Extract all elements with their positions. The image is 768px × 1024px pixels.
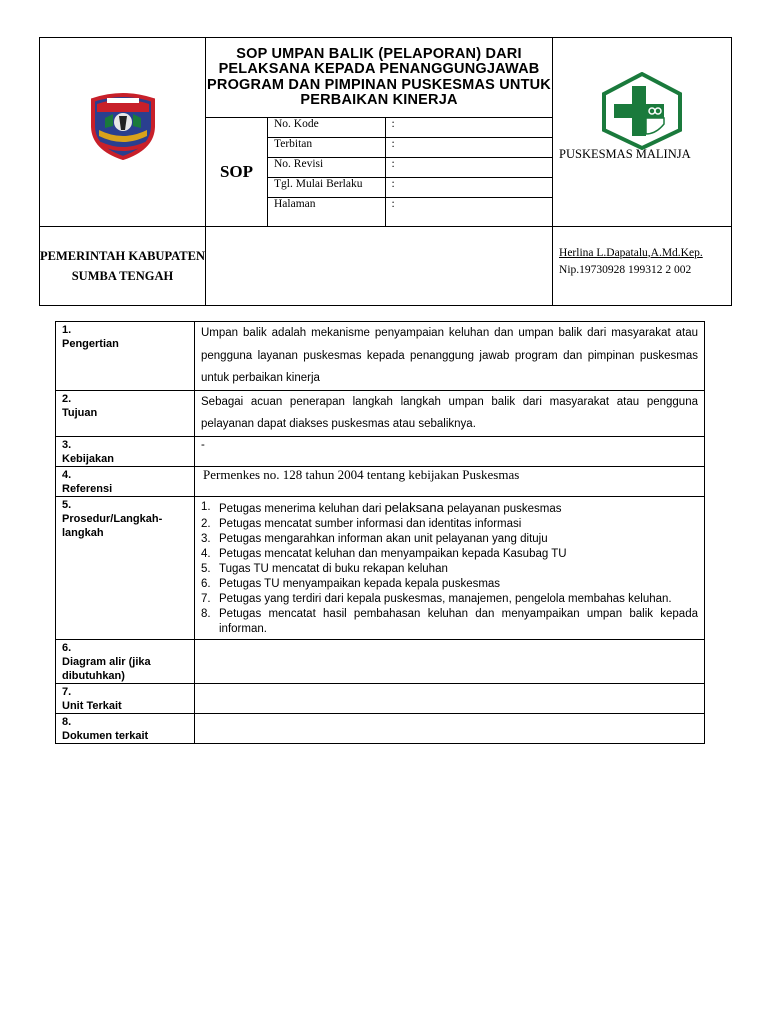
step-text: Tugas TU mencatat di buku rekapan keluhan — [219, 562, 448, 575]
step-number: 2. — [201, 517, 211, 530]
section-number: 2. — [62, 392, 72, 405]
step-item — [201, 517, 698, 532]
section-label — [56, 683, 195, 713]
meta-row — [268, 118, 553, 138]
sop-content-table — [55, 321, 705, 744]
section-label — [56, 322, 195, 391]
section-text: Sebagai acuan penerapan langkah langkah umpan balik dari masyarakat atau pengguna pelayanan dapat diakses puskesmas atau sebaliknya. — [195, 390, 705, 436]
meta-row — [268, 158, 553, 178]
step-number: 8. — [201, 607, 211, 620]
section-label — [56, 713, 195, 743]
section-title: Dokumen terkait — [62, 729, 149, 742]
section-title: Prosedur/Langkah-langkah — [62, 512, 163, 539]
step-text: Petugas TU menyampaikan kepada kepala puskesmas — [219, 577, 501, 590]
signatory-name: Herlina L.Dapatalu,A.Md.Kep. — [559, 246, 703, 259]
step-item — [201, 562, 698, 577]
section-text — [195, 683, 705, 713]
section-row — [56, 322, 705, 391]
section-text — [195, 639, 705, 683]
signatory-nip: Nip.19730928 199312 2 002 — [559, 263, 692, 276]
section-number: 4. — [62, 468, 72, 481]
meta-row — [268, 138, 553, 158]
section-text: Umpan balik adalah mekanisme penyampaian keluhan dan umpan balik dari masyarakat atau pengguna layanan puskesmas kepada penanggung jawab program dan pimpinan puskesmas untuk perbaikan kinerja — [195, 322, 705, 391]
step-text: Petugas mencatat sumber informasi dan identitas informasi — [219, 517, 522, 530]
meta-row — [268, 198, 553, 226]
step-number: 6. — [201, 577, 211, 590]
section-row — [56, 436, 705, 466]
meta-table — [268, 118, 553, 226]
step-number: 4. — [201, 547, 211, 560]
section-number: 6. — [62, 641, 72, 654]
steps-list — [201, 499, 698, 639]
step-item — [201, 577, 698, 592]
meta-value: : — [391, 198, 395, 210]
section-row — [56, 466, 705, 496]
section-label — [56, 639, 195, 683]
section-row — [56, 683, 705, 713]
step-number: 7. — [201, 592, 211, 605]
step-item — [201, 592, 698, 607]
section-label — [56, 466, 195, 496]
step-text: Petugas mengarahkan informan akan unit pelayanan yang dituju — [219, 532, 548, 545]
government-name: PEMERINTAH KABUPATEN SUMBA TENGAH — [40, 226, 206, 305]
sop-label: SOP — [206, 118, 268, 227]
step-number: 3. — [201, 532, 211, 545]
section-title: Referensi — [62, 482, 113, 495]
section-title: Unit Terkait — [62, 699, 122, 712]
step-emphasis: pelaksana — [384, 499, 444, 515]
step-text: Petugas yang terdiri dari kepala puskesmas, manajemen, pengelola membahas keluhan. — [219, 592, 672, 605]
meta-label: No. Kode — [268, 118, 385, 138]
meta-label: Tgl. Mulai Berlaku — [268, 178, 385, 198]
puskesmas-cell — [553, 38, 732, 227]
section-text: - — [195, 436, 705, 466]
meta-value: : — [385, 118, 553, 138]
step-text: pelayanan puskesmas — [447, 502, 562, 515]
section-text — [195, 713, 705, 743]
section-label — [56, 436, 195, 466]
puskesmas-logo-icon — [600, 72, 684, 150]
meta-cell — [268, 118, 553, 227]
section-label — [56, 390, 195, 436]
step-text: Petugas mencatat keluhan dan menyampaikan kepada Kasubag TU — [219, 547, 567, 560]
step-text: Petugas mencatat hasil pembahasan keluhan dan menyampaikan umpan balik kepada informan. — [219, 607, 698, 635]
section-title: Tujuan — [62, 406, 98, 419]
section-number: 1. — [62, 324, 72, 336]
section-title: Kebijakan — [62, 452, 114, 465]
regency-logo-cell — [40, 38, 206, 227]
section-label — [56, 496, 195, 639]
step-item: 1. Petugas menerima keluhan dari pelaksana pelayanan puskesmas — [201, 499, 562, 515]
meta-label: Terbitan — [268, 138, 385, 158]
sop-header-table — [39, 37, 732, 306]
meta-value: : — [385, 158, 553, 178]
procedure-steps — [195, 496, 705, 639]
section-row — [56, 639, 705, 683]
signatory-cell — [553, 226, 732, 305]
step-item — [201, 607, 698, 637]
blank-cell — [206, 226, 553, 305]
step-item — [201, 532, 698, 547]
step-item — [201, 547, 698, 562]
section-text: Permenkes no. 128 tahun 2004 tentang kebijakan Puskesmas — [195, 466, 705, 496]
meta-label: Halaman — [268, 198, 385, 226]
section-number: 7. — [62, 685, 72, 698]
section-title: Diagram alir (jika dibutuhkan) — [62, 655, 151, 682]
puskesmas-name: PUSKESMAS MALINJA — [559, 147, 691, 161]
document-title: SOP UMPAN BALIK (PELAPORAN) DARI PELAKSANA KEPADA PENANGGUNGJAWAB PROGRAM DAN PIMPINAN PUSKESMAS UNTUK PERBAIKAN KINERJA — [206, 38, 553, 118]
meta-row — [268, 178, 553, 198]
meta-value: : — [385, 178, 553, 198]
step-number: 5. — [201, 562, 211, 575]
meta-value: : — [385, 138, 553, 158]
regency-emblem-icon — [85, 90, 161, 160]
meta-label: No. Revisi — [268, 158, 385, 178]
section-title: Pengertian — [62, 338, 119, 350]
section-row — [56, 713, 705, 743]
section-row — [56, 496, 705, 639]
section-row — [56, 390, 705, 436]
section-number: 8. — [62, 715, 72, 728]
section-number: 3. — [62, 438, 72, 451]
section-number: 5. — [62, 498, 72, 511]
step-text: Petugas menerima keluhan dari — [219, 502, 382, 515]
